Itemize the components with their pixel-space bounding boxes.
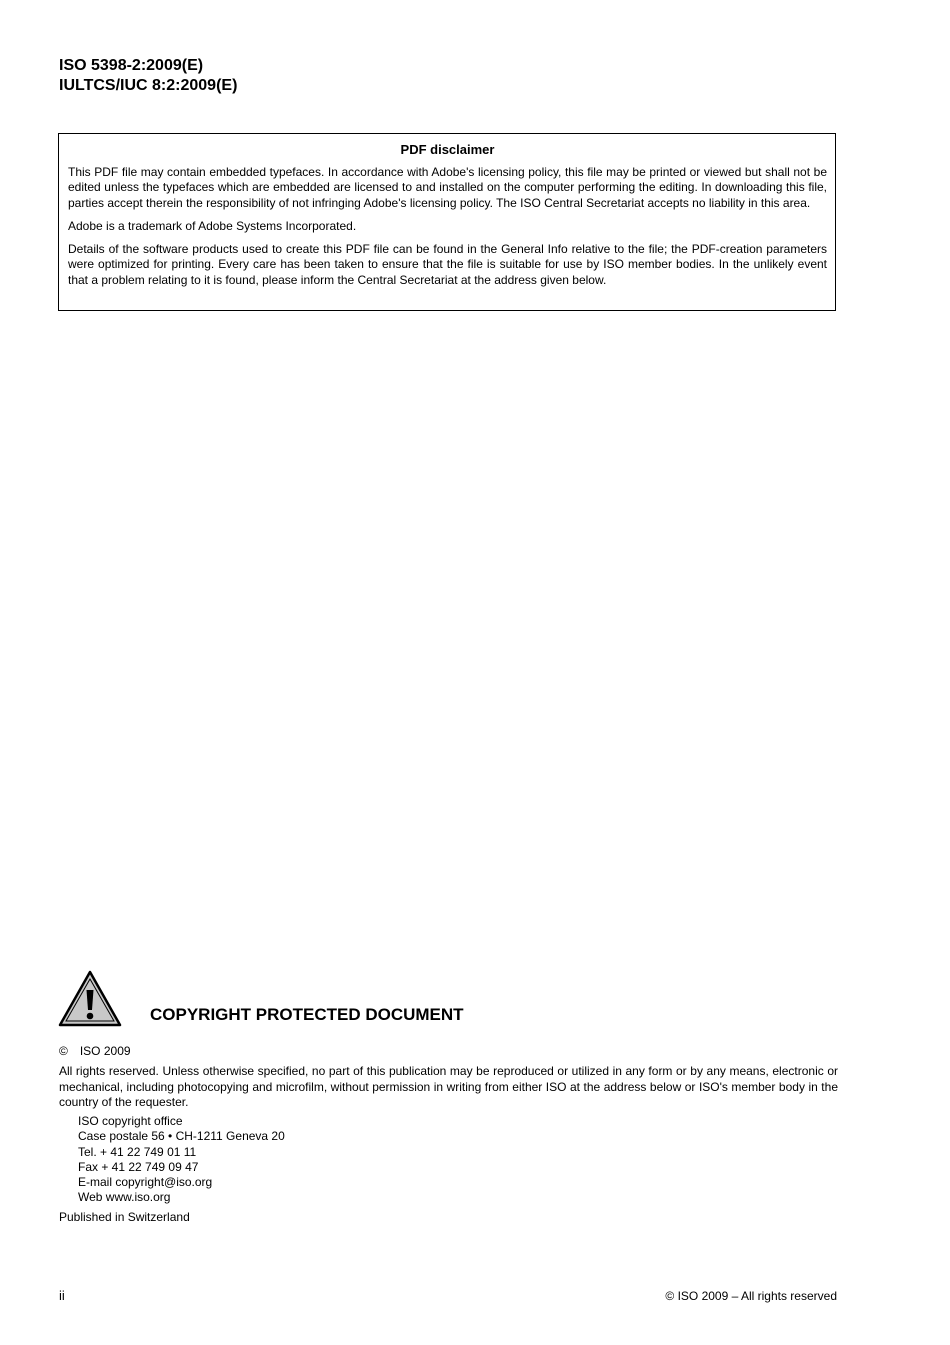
page-number: ii	[59, 1288, 65, 1303]
address-line: ISO copyright office	[78, 1114, 183, 1128]
address-line: Tel. + 41 22 749 01 11	[78, 1144, 197, 1159]
copyright-symbol: ©	[59, 1044, 68, 1058]
disclaimer-paragraph: Adobe is a trademark of Adobe Systems Incorporated.	[68, 218, 357, 233]
address-line: Web www.iso.org	[78, 1190, 171, 1205]
rights-statement: All rights reserved. Unless otherwise specified, no part of this publication may be reproduced or utilized in any form or by any means, electronic or mechanical, including photocopying and microfilm, without permission in writing from either ISO at the address below or ISO's member body in the country of the requester.	[59, 1064, 838, 1109]
published-in: Published in Switzerland	[59, 1210, 190, 1224]
address-line: Fax + 41 22 749 09 47	[78, 1159, 199, 1174]
address-line: E-mail copyright@iso.org	[78, 1175, 213, 1190]
disclaimer-title: PDF disclaimer	[400, 142, 495, 157]
footer-copyright: © ISO 2009 – All rights reserved	[665, 1289, 837, 1303]
copyright-title: COPYRIGHT PROTECTED DOCUMENT	[150, 1005, 464, 1024]
copyright-year-line	[59, 1044, 131, 1058]
disclaimer-paragraph: Details of the software products used to create this PDF file can be found in the General Info relative to the file; the PDF-creation parameters were optimized for printing. Every care has been taken to ensure that the file is suitable for use by ISO member bodies. In the unlikely event that a problem relating to it is found, please inform the Central Secretariat at the address given below.	[68, 242, 827, 287]
warning-triangle-icon	[58, 970, 122, 1027]
pdf-disclaimer-box	[58, 133, 836, 311]
copyright-year: ISO 2009	[79, 1044, 131, 1058]
document-header	[59, 56, 237, 96]
iso-address-block	[78, 1114, 285, 1206]
address-line: Case postale 56 • CH-1211 Geneva 20	[78, 1129, 285, 1144]
standard-number: ISO 5398-2:2009(E)	[59, 57, 204, 74]
disclaimer-paragraph: This PDF file may contain embedded typefaces. In accordance with Adobe's licensing policy, this file may be printed or viewed but shall not be edited unless the typefaces which are embedded are licensed to and installed on the computer performing the editing. In downloading this file, parties accept therein the responsibility of not infringing Adobe's licensing policy. The ISO Central Secretariat accepts no liability in this area.	[68, 165, 827, 210]
iultcs-number: IULTCS/IUC 8:2:2009(E)	[59, 77, 238, 94]
